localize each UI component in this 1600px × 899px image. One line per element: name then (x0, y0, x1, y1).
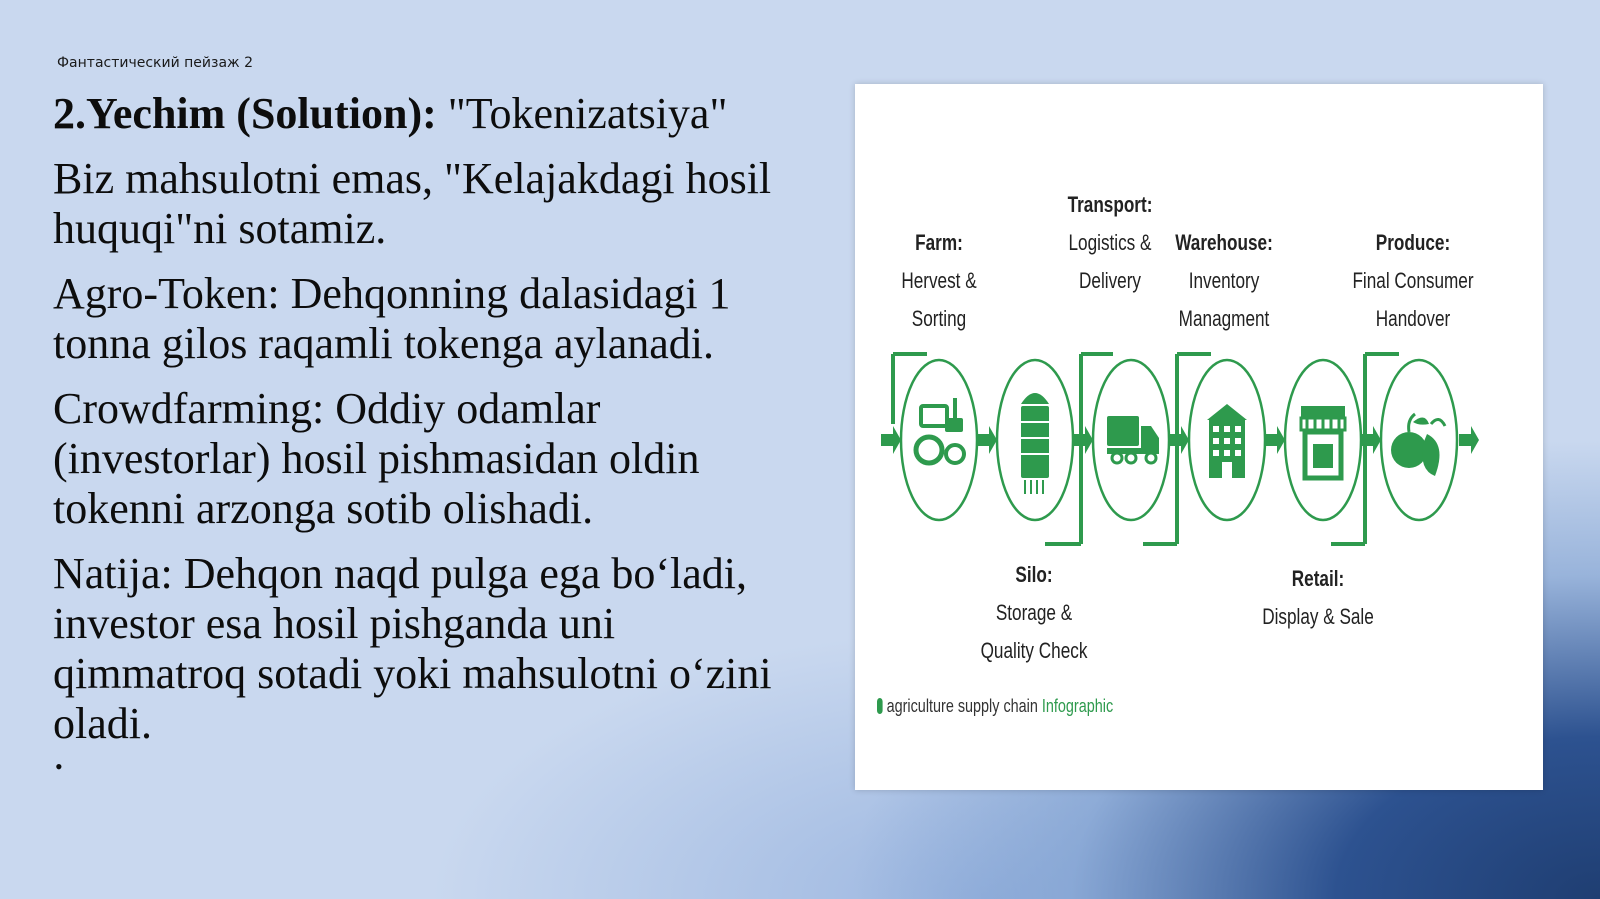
stage-silo-desc-line1: Storage & (995, 600, 1073, 625)
stage-farm-desc-line1: Hervest & (901, 268, 977, 293)
stage-retail-desc-line1: Display & Sale (1262, 604, 1374, 629)
caption-marker-icon (877, 698, 883, 714)
stage-retail-title: Retail: (1291, 566, 1345, 591)
stage-warehouse-desc-line1: Inventory (1188, 268, 1260, 293)
paragraph-3: Crowdfarming: Oddiy odamlar (investorlar) hosil pishmasidan oldin tokenni arzonga sotib olishadi. (53, 384, 700, 533)
stage-silo-title: Silo: (1015, 562, 1053, 587)
empty-bullet: • (55, 754, 63, 779)
stage-produce-desc-line1: Final Consumer (1352, 268, 1474, 293)
stage-transport-desc-line2: Delivery (1079, 268, 1141, 293)
stage-produce (1351, 224, 1476, 338)
stage-transport-desc-line1: Logistics & (1068, 230, 1152, 255)
infographic-graphic (855, 84, 1543, 790)
paragraph-2: Agro-Token: Dehqonning dalasidagi 1 tonna gilos raqamli tokenga aylanadi. (53, 269, 731, 368)
stage-farm-desc-line2: Sorting (911, 306, 967, 331)
stage-silo (976, 556, 1093, 670)
slide-heading (53, 88, 813, 140)
stage-transport-title: Transport: (1067, 192, 1153, 217)
caption-accent: Infographic (1041, 696, 1114, 716)
supply-chain-infographic (855, 84, 1543, 790)
stage-transport (1067, 186, 1153, 300)
paragraph-1: Biz mahsulotni emas, "Kelajakdagi hosil huquqi"ni sotamiz. (53, 154, 772, 253)
stage-warehouse (1175, 224, 1273, 338)
stage-farm-title: Farm: (915, 230, 963, 255)
stage-farm (900, 224, 978, 338)
stage-warehouse-desc-line2: Managment (1178, 306, 1270, 331)
slide-label: Фантастический пейзаж 2 (57, 55, 254, 71)
slide-text-body (53, 88, 813, 764)
stage-warehouse-title: Warehouse: (1175, 230, 1273, 255)
stage-silo-desc-line2: Quality Check (980, 638, 1088, 663)
stage-produce-desc-line2: Handover (1375, 306, 1451, 331)
infographic-caption (877, 696, 1113, 717)
heading-rest: "Tokenizatsiya" (436, 89, 728, 138)
heading-bold: 2.Yechim (Solution): (53, 89, 437, 138)
paragraph-4: Natija: Dehqon naqd pulga ega boʻladi, investor esa hosil pishganda uni qimmatroq sotadi yoki mahsulotni oʻzini oladi. (53, 549, 772, 748)
stage-produce-title: Produce: (1375, 230, 1451, 255)
caption-text: agriculture supply chain (886, 696, 1038, 716)
stage-retail (1260, 560, 1377, 636)
